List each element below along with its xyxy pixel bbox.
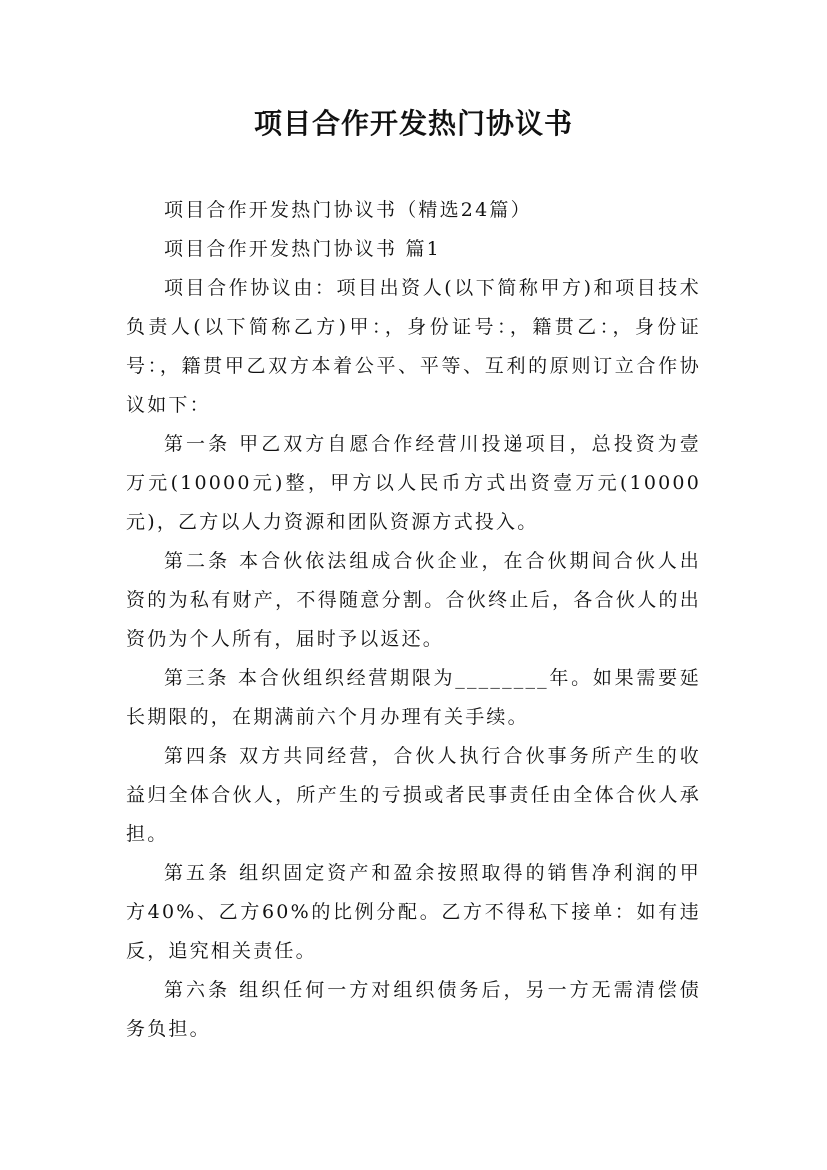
document-body <box>126 191 701 1049</box>
paragraph-article-5: 第五条 组织固定资产和盈余按照取得的销售净利润的甲方40%、乙方60%的比例分配。乙方不得私下接单：如有违反，追究相关责任。 <box>126 862 701 962</box>
paragraph-article-4: 第四条 双方共同经营，合伙人执行合伙事务所产生的收益归全体合伙人，所产生的亏损或者民事责任由全体合伙人承担。 <box>126 745 701 845</box>
paragraph-article-1: 第一条 甲乙双方自愿合作经营川投递项目，总投资为壹万元(10000元)整，甲方以人民币方式出资壹万元(10000元)，乙方以人力资源和团队资源方式投入。 <box>126 433 701 533</box>
section-heading: 项目合作开发热门协议书 篇1 <box>164 238 441 260</box>
paragraph-article-3: 第三条 本合伙组织经营期限为________年。如果需要延长期限的，在期满前六个月办理有关手续。 <box>126 667 701 728</box>
paragraph-article-6: 第六条 组织任何一方对组织债务后，另一方无需清偿债务负担。 <box>126 979 701 1040</box>
document-title: 项目合作开发热门协议书 <box>253 107 573 140</box>
document-subtitle: 项目合作开发热门协议书（精选24篇） <box>164 199 532 221</box>
paragraph-intro: 项目合作协议由：项目出资人(以下简称甲方)和项目技术负责人(以下简称乙方)甲：，身份证号：，籍贯乙：，身份证号：，籍贯甲乙双方本着公平、平等、互利的原则订立合作协议如下： <box>126 277 701 416</box>
paragraph-article-2: 第二条 本合伙依法组成合伙企业，在合伙期间合伙人出资的为私有财产，不得随意分割。合伙终止后，各合伙人的出资仍为个人所有，届时予以返还。 <box>126 550 701 650</box>
